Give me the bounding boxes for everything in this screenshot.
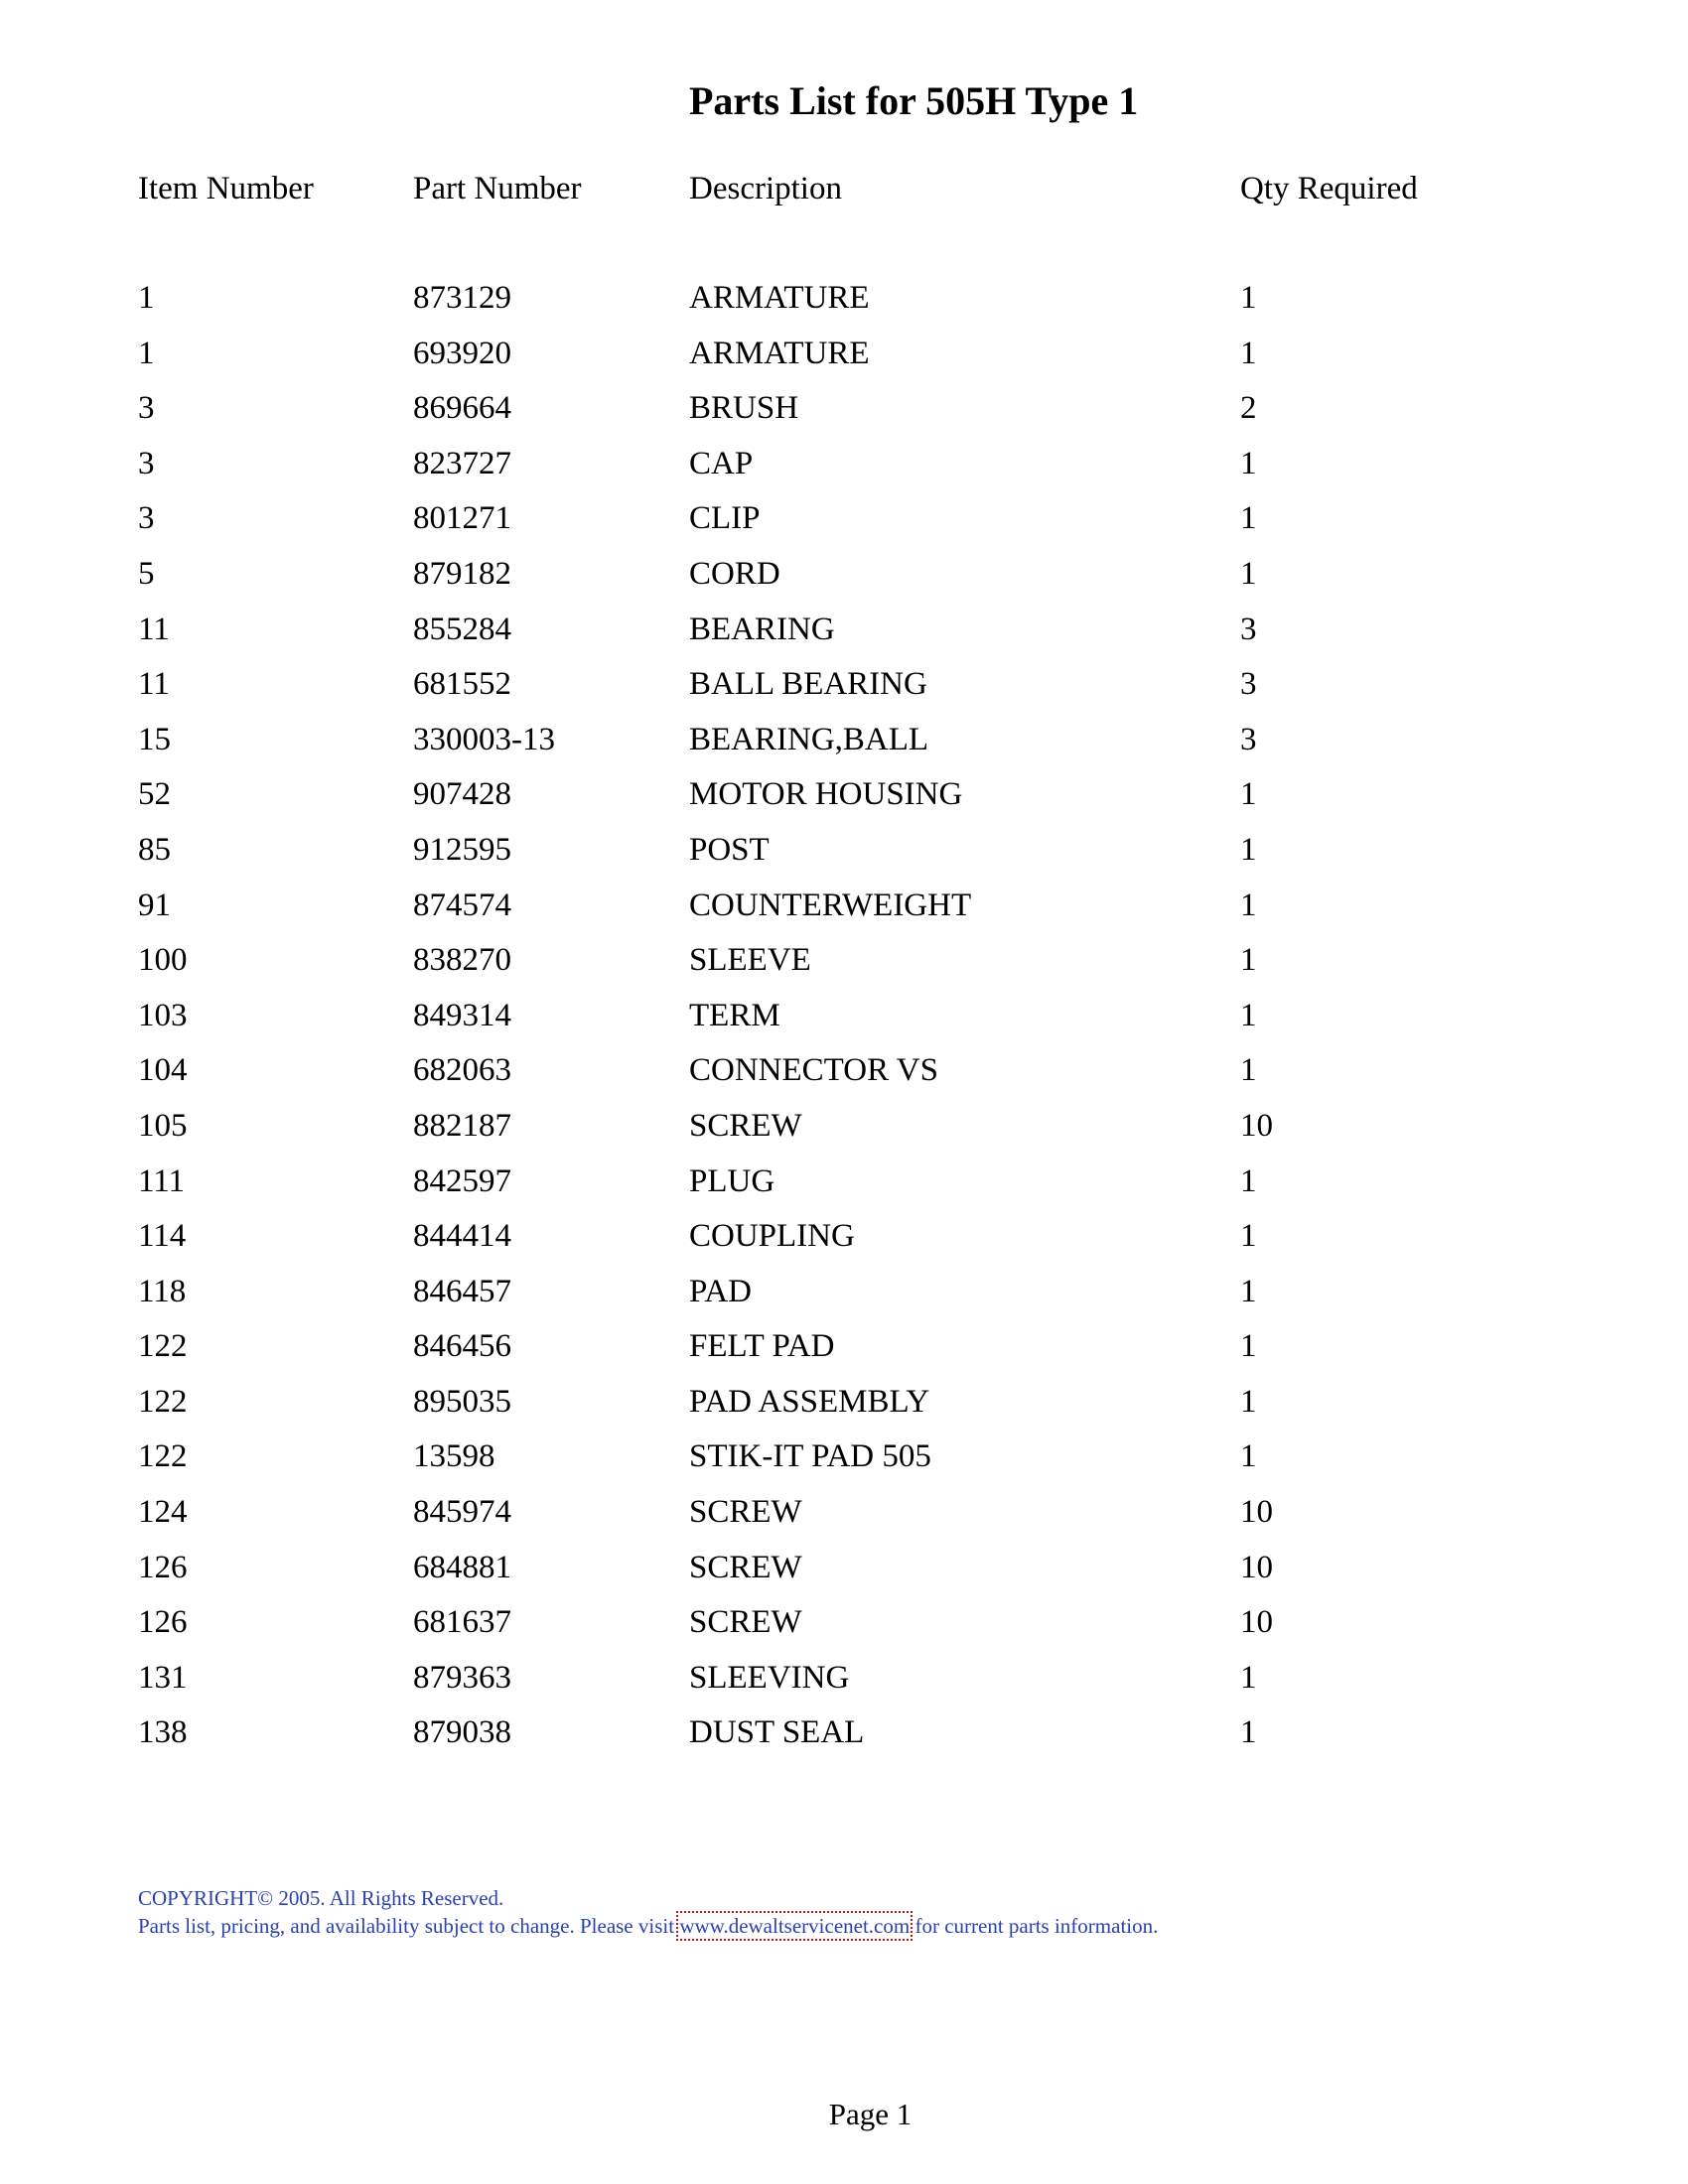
qty-required-cell: 3	[1240, 611, 1257, 647]
table-row	[0, 1656, 1688, 1711]
description-cell: CAP	[689, 445, 754, 481]
part-number-cell: 684881	[413, 1549, 511, 1585]
part-number-cell: 855284	[413, 611, 511, 647]
item-number-cell: 105	[138, 1107, 188, 1144]
item-number-cell: 15	[138, 721, 171, 757]
qty-required-cell: 1	[1240, 1659, 1257, 1696]
part-number-cell: 849314	[413, 997, 511, 1033]
qty-required-cell: 1	[1240, 335, 1257, 371]
qty-required-cell: 1	[1240, 1273, 1257, 1309]
qty-required-cell: 1	[1240, 500, 1257, 537]
table-row	[0, 1546, 1688, 1601]
part-number-cell: 682063	[413, 1052, 511, 1089]
table-row	[0, 938, 1688, 994]
qty-required-cell: 1	[1240, 1052, 1257, 1089]
part-number-cell: 882187	[413, 1107, 511, 1144]
qty-required-cell: 1	[1240, 942, 1257, 979]
part-number-cell: 846457	[413, 1273, 511, 1309]
table-row	[0, 662, 1688, 718]
description-cell: BEARING	[689, 611, 835, 647]
part-number-cell: 844414	[413, 1218, 511, 1255]
item-number-cell: 91	[138, 887, 171, 923]
qty-required-cell: 2	[1240, 390, 1257, 427]
qty-required-cell: 1	[1240, 997, 1257, 1033]
part-number-cell: 879182	[413, 555, 511, 592]
qty-required-cell: 1	[1240, 1328, 1257, 1365]
description-cell: BRUSH	[689, 390, 799, 427]
qty-required-cell: 3	[1240, 666, 1257, 703]
item-number-cell: 11	[138, 611, 170, 647]
description-cell: COUNTERWEIGHT	[689, 887, 972, 923]
qty-required-cell: 1	[1240, 887, 1257, 923]
qty-required-cell: 10	[1240, 1494, 1273, 1531]
item-number-cell: 1	[138, 335, 155, 371]
item-number-cell: 124	[138, 1494, 188, 1531]
description-cell: ARMATURE	[689, 280, 870, 316]
qty-required-cell: 1	[1240, 1383, 1257, 1420]
item-number-cell: 3	[138, 445, 155, 481]
qty-required-cell: 1	[1240, 1162, 1257, 1199]
table-row	[0, 828, 1688, 884]
description-cell: CONNECTOR VS	[689, 1052, 938, 1089]
part-number-cell: 869664	[413, 390, 511, 427]
item-number-cell: 100	[138, 942, 188, 979]
description-cell: POST	[689, 831, 770, 868]
qty-required-cell: 1	[1240, 831, 1257, 868]
table-row	[0, 994, 1688, 1049]
table-row	[0, 1434, 1688, 1490]
qty-required-cell: 1	[1240, 555, 1257, 592]
table-row	[0, 1214, 1688, 1270]
qty-required-cell: 10	[1240, 1107, 1273, 1144]
table-row	[0, 608, 1688, 663]
item-number-cell: 3	[138, 390, 155, 427]
item-number-cell: 11	[138, 666, 170, 703]
copyright-text: COPYRIGHT© 2005. All Rights Reserved.	[138, 1886, 504, 1910]
description-cell: CLIP	[689, 500, 761, 537]
table-row	[0, 884, 1688, 939]
table-row	[0, 718, 1688, 773]
item-number-cell: 1	[138, 280, 155, 316]
description-cell: CORD	[689, 555, 780, 592]
part-number-cell: 681552	[413, 666, 511, 703]
part-number-cell: 838270	[413, 942, 511, 979]
item-number-cell: 52	[138, 776, 171, 813]
qty-required-cell: 1	[1240, 776, 1257, 813]
description-cell: PAD ASSEMBLY	[689, 1383, 930, 1420]
item-number-cell: 122	[138, 1328, 188, 1365]
item-number-cell: 111	[138, 1162, 186, 1199]
description-cell: MOTOR HOUSING	[689, 776, 963, 813]
part-number-cell: 693920	[413, 335, 511, 371]
part-number-cell: 879038	[413, 1714, 511, 1751]
part-number-cell: 846456	[413, 1328, 511, 1365]
item-number-cell: 122	[138, 1438, 188, 1475]
qty-required-cell: 3	[1240, 721, 1257, 757]
part-number-cell: 330003-13	[413, 721, 555, 757]
item-number-cell: 126	[138, 1604, 188, 1641]
qty-required-cell: 1	[1240, 1714, 1257, 1751]
description-cell: BALL BEARING	[689, 666, 927, 703]
qty-required-cell: 1	[1240, 1438, 1257, 1475]
description-cell: FELT PAD	[689, 1328, 835, 1365]
column-header-item-number: Item Number	[138, 171, 314, 206]
part-number-cell: 13598	[413, 1438, 495, 1475]
part-number-cell: 681637	[413, 1604, 511, 1641]
page-number: Page 1	[828, 2097, 913, 2131]
table-row	[0, 332, 1688, 387]
page-title: Parts List for 505H Type 1	[689, 78, 1139, 123]
part-number-cell: 842597	[413, 1162, 511, 1199]
description-cell: SCREW	[689, 1107, 802, 1144]
description-cell: COUPLING	[689, 1218, 855, 1255]
table-row	[0, 1710, 1688, 1766]
description-cell: SLEEVING	[689, 1659, 850, 1696]
table-row	[0, 442, 1688, 497]
part-number-cell: 801271	[413, 500, 511, 537]
description-cell: SCREW	[689, 1604, 802, 1641]
item-number-cell: 114	[138, 1218, 187, 1255]
description-cell: PLUG	[689, 1162, 775, 1199]
table-row	[0, 276, 1688, 332]
table-row	[0, 386, 1688, 442]
qty-required-cell: 1	[1240, 280, 1257, 316]
dewalt-servicenet-link[interactable]: www.dewaltservicenet.com	[679, 1914, 911, 1938]
part-number-cell: 912595	[413, 831, 511, 868]
part-number-cell: 823727	[413, 445, 511, 481]
part-number-cell: 873129	[413, 280, 511, 316]
parts-table-body	[0, 276, 1688, 1766]
part-number-cell: 907428	[413, 776, 511, 813]
column-header-qty-required: Qty Required	[1240, 171, 1418, 206]
item-number-cell: 103	[138, 997, 188, 1033]
item-number-cell: 5	[138, 555, 155, 592]
qty-required-cell: 1	[1240, 1218, 1257, 1255]
table-row	[0, 552, 1688, 608]
item-number-cell: 122	[138, 1383, 188, 1420]
description-cell: STIK-IT PAD 505	[689, 1438, 931, 1475]
column-header-part-number: Part Number	[413, 171, 582, 206]
table-row	[0, 496, 1688, 552]
table-row	[0, 772, 1688, 828]
item-number-cell: 126	[138, 1549, 188, 1585]
footer-notice-suffix: for current parts information.	[910, 1914, 1159, 1938]
description-cell: TERM	[689, 997, 780, 1033]
column-header-description: Description	[689, 171, 842, 206]
description-cell: SCREW	[689, 1494, 802, 1531]
part-number-cell: 895035	[413, 1383, 511, 1420]
description-cell: DUST SEAL	[689, 1714, 865, 1751]
part-number-cell: 845974	[413, 1494, 511, 1531]
table-row	[0, 1600, 1688, 1656]
item-number-cell: 118	[138, 1273, 187, 1309]
table-row	[0, 1048, 1688, 1104]
description-cell: ARMATURE	[689, 335, 870, 371]
table-row	[0, 1324, 1688, 1380]
qty-required-cell: 1	[1240, 445, 1257, 481]
footer-notice	[138, 1912, 1158, 1940]
qty-required-cell: 10	[1240, 1604, 1273, 1641]
item-number-cell: 131	[138, 1659, 188, 1696]
item-number-cell: 85	[138, 831, 171, 868]
footer-notice-prefix: Parts list, pricing, and availability subject to change. Please visit	[138, 1914, 680, 1938]
part-number-cell: 879363	[413, 1659, 511, 1696]
item-number-cell: 104	[138, 1052, 188, 1089]
item-number-cell: 3	[138, 500, 155, 537]
footer	[138, 1884, 1158, 1940]
description-cell: SCREW	[689, 1549, 802, 1585]
description-cell: PAD	[689, 1273, 752, 1309]
table-row	[0, 1490, 1688, 1546]
part-number-cell: 874574	[413, 887, 511, 923]
description-cell: SLEEVE	[689, 942, 811, 979]
table-row	[0, 1380, 1688, 1435]
description-cell: BEARING,BALL	[689, 721, 929, 757]
item-number-cell: 138	[138, 1714, 188, 1751]
table-row	[0, 1270, 1688, 1325]
table-row	[0, 1160, 1688, 1215]
qty-required-cell: 10	[1240, 1549, 1273, 1585]
table-row	[0, 1104, 1688, 1160]
